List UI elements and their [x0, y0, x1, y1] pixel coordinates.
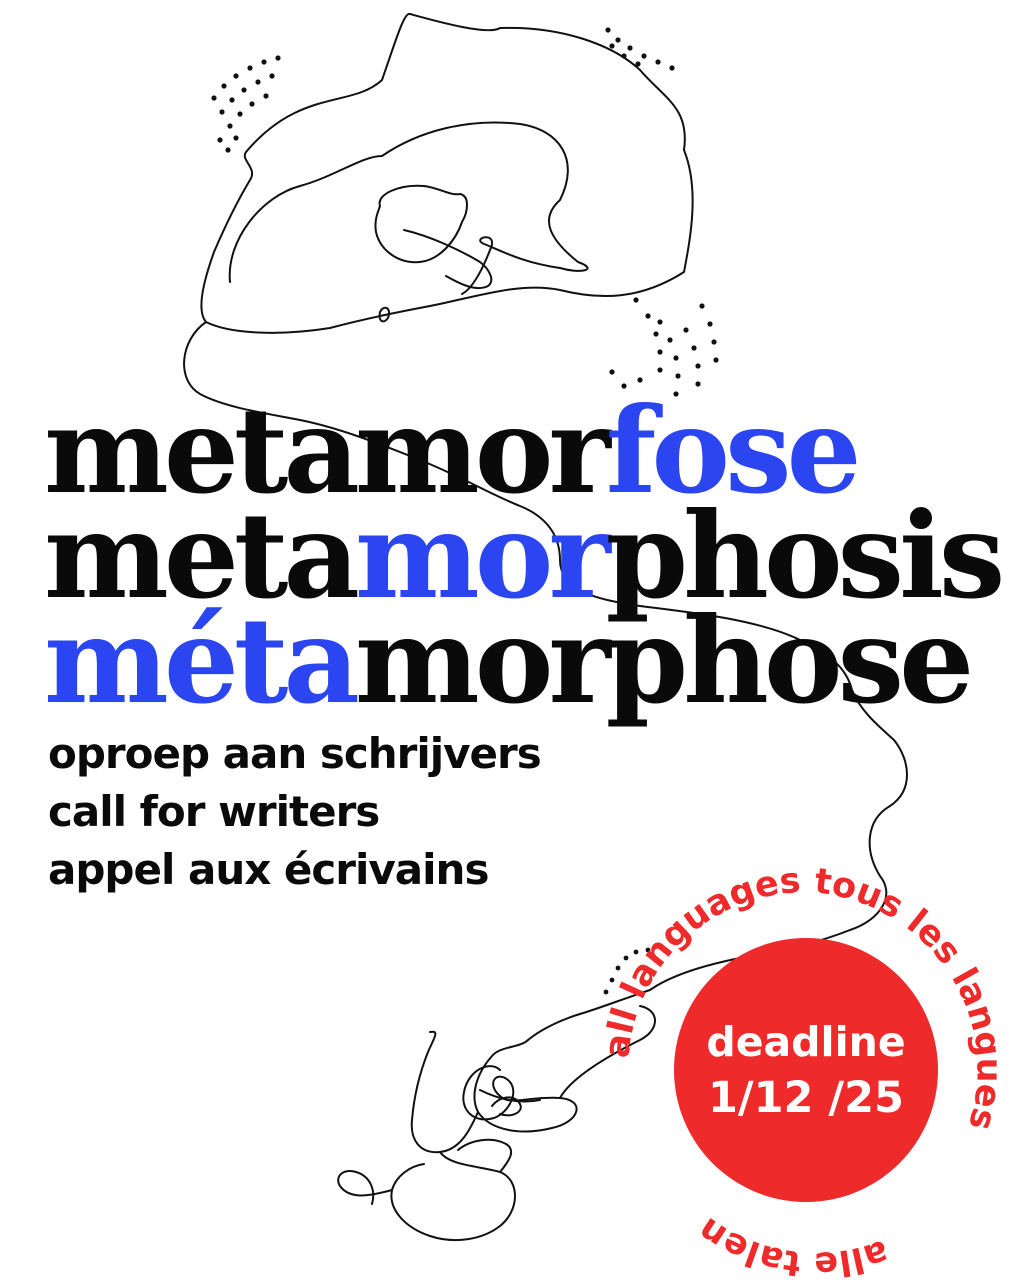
headline-accent-part: fose	[605, 381, 857, 520]
ring-text-dutch-path: alle talen	[691, 1209, 894, 1280]
call-for-writers-french: appel aux écrivains	[48, 845, 489, 894]
call-for-writers-dutch: oproep aan schrijvers	[48, 729, 541, 778]
headline-accent-part: mor	[354, 486, 606, 625]
headline-dark-part: phosis	[605, 486, 1001, 625]
ring-text-french-path: tous les langues	[812, 861, 1009, 1135]
ring-text-english-path: all languages	[597, 860, 803, 1060]
headline-accent-part: méta	[44, 591, 355, 730]
deadline-label: deadline	[706, 1018, 906, 1066]
headline-dark-part: metamor	[44, 381, 606, 520]
ring-text-dutch	[691, 1209, 893, 1280]
deadline-date: 1/12 /25	[708, 1073, 904, 1123]
headline-dark-part: morphose	[354, 591, 970, 730]
call-for-writers-english: call for writers	[48, 787, 380, 836]
headline-dark-part: meta	[44, 486, 355, 625]
red-disc	[674, 938, 938, 1202]
